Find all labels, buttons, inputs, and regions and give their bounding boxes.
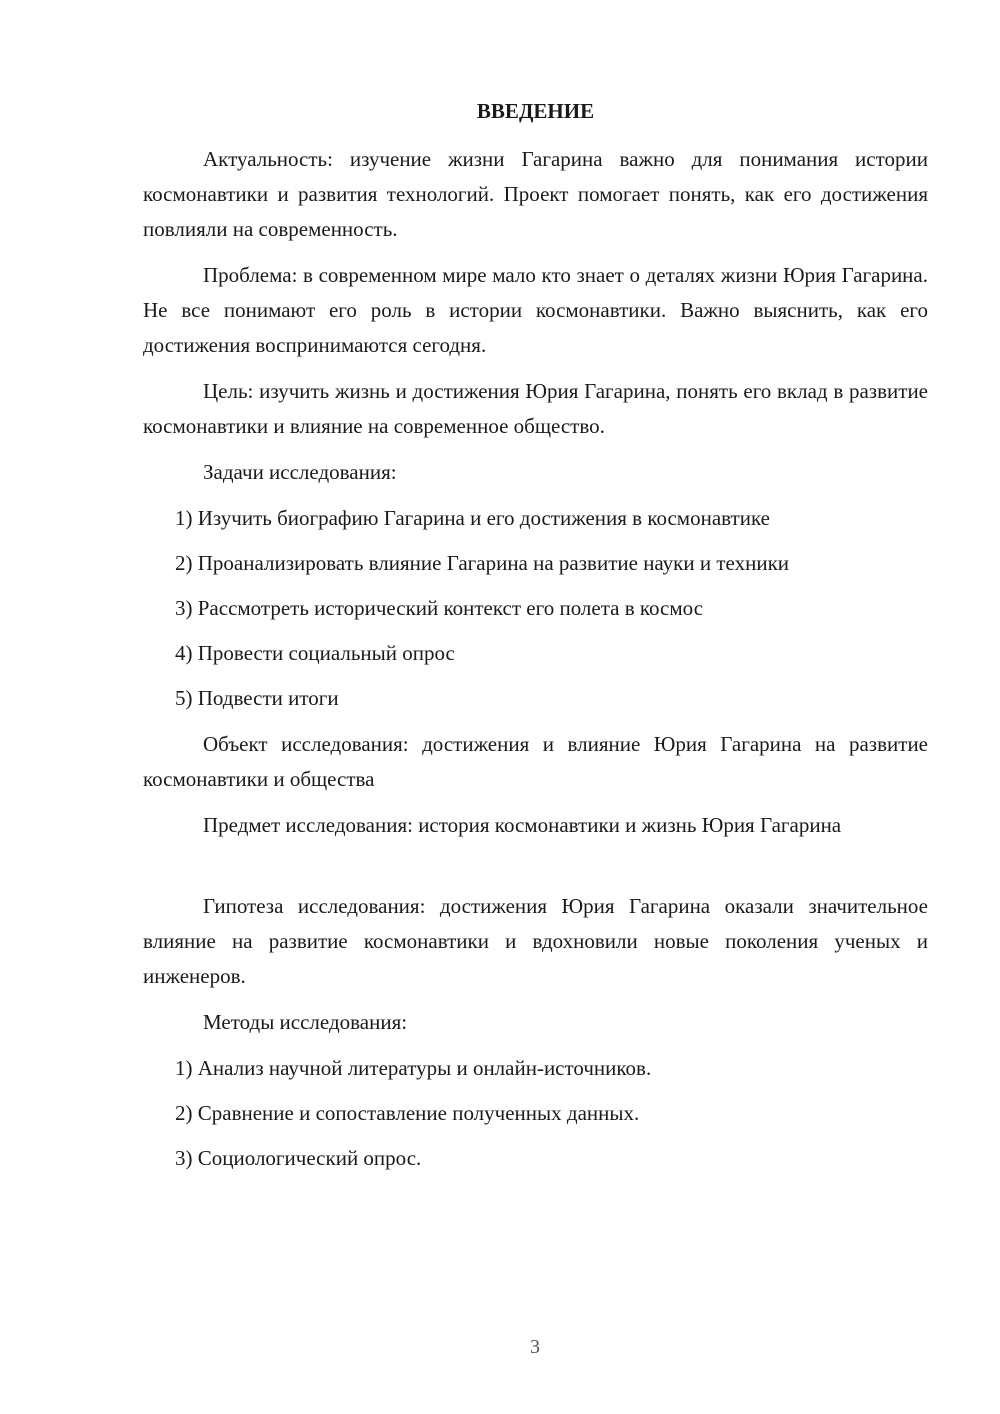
task-item: 2) Проанализировать влияние Гагарина на развитие науки и техники xyxy=(175,551,790,575)
method-item: 3) Социологический опрос. xyxy=(175,1146,422,1170)
section-heading: ВВЕДЕНИЕ xyxy=(476,99,595,123)
hypothesis-paragraph: Гипотеза исследования: достижения Юрия Гагарина оказали значительное влияние на развитие космонавтики и вдохновили новые поколения ученых и инженеров. xyxy=(143,894,928,988)
subject-paragraph: Предмет исследования: история космонавтики и жизнь Юрия Гагарина xyxy=(203,813,842,837)
method-item: 1) Анализ научной литературы и онлайн-источников. xyxy=(175,1056,652,1080)
task-item: 3) Рассмотреть исторический контекст его полета в космос xyxy=(175,596,704,620)
page-number: 3 xyxy=(530,1336,540,1358)
method-item: 2) Сравнение и сопоставление полученных данных. xyxy=(175,1101,640,1125)
task-item: 5) Подвести итоги xyxy=(175,686,339,710)
methods-title: Методы исследования: xyxy=(203,1010,408,1034)
object-paragraph: Объект исследования: достижения и влияние Юрия Гагарина на развитие космонавтики и общества xyxy=(143,732,928,791)
goal-paragraph: Цель: изучить жизнь и достижения Юрия Гагарина, понять его вклад в развитие космонавтики и влияние на современное общество. xyxy=(143,379,928,438)
task-item: 1) Изучить биографию Гагарина и его достижения в космонавтике xyxy=(175,506,770,530)
tasks-title: Задачи исследования: xyxy=(203,460,397,484)
task-item: 4) Провести социальный опрос xyxy=(175,641,455,665)
relevance-paragraph: Актуальность: изучение жизни Гагарина важно для понимания истории космонавтики и развития технологий. Проект помогает понять, как его достижения повлияли на современность. xyxy=(143,147,928,241)
problem-paragraph: Проблема: в современном мире мало кто знает о деталях жизни Юрия Гагарина. Не все понимают его роль в истории космонавтики. Важно выяснить, как его достижения воспринимаются сегодня. xyxy=(143,263,928,357)
